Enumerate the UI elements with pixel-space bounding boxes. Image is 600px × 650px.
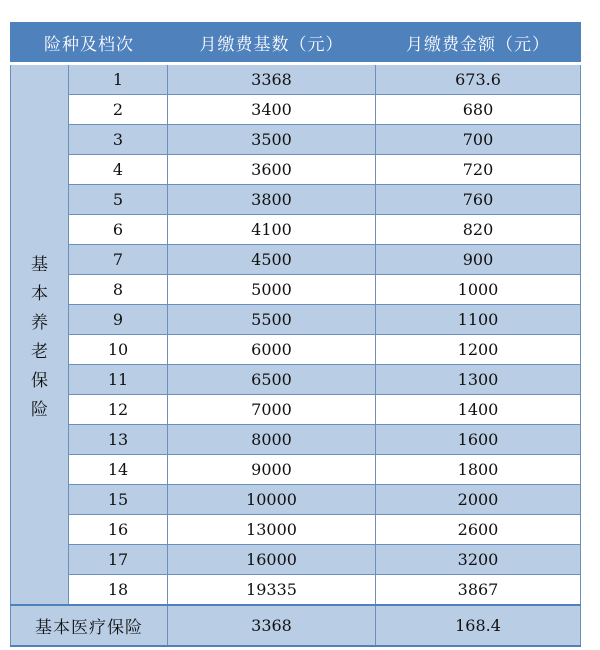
amount-cell: 1000 xyxy=(376,275,581,305)
pension-group-label xyxy=(11,64,69,606)
base-cell: 13000 xyxy=(168,515,376,545)
tier-cell: 5 xyxy=(69,185,168,215)
tier-cell: 18 xyxy=(69,575,168,606)
table-row xyxy=(11,305,581,335)
pension-label-char: 保 xyxy=(31,370,48,391)
base-cell: 16000 xyxy=(168,545,376,575)
table-row xyxy=(11,545,581,575)
amount-cell: 3867 xyxy=(376,575,581,606)
amount-cell: 1200 xyxy=(376,335,581,365)
medical-base-cell: 3368 xyxy=(168,605,376,646)
tier-cell: 2 xyxy=(69,95,168,125)
table-row xyxy=(11,155,581,185)
table-row xyxy=(11,245,581,275)
base-cell: 7000 xyxy=(168,395,376,425)
medical-row xyxy=(11,605,581,646)
base-cell: 4100 xyxy=(168,215,376,245)
contribution-table xyxy=(10,22,581,647)
pension-label-char: 基 xyxy=(31,254,48,275)
table-row xyxy=(11,515,581,545)
amount-cell: 1300 xyxy=(376,365,581,395)
fee-table-container xyxy=(10,22,580,647)
amount-cell: 900 xyxy=(376,245,581,275)
base-cell: 6500 xyxy=(168,365,376,395)
pension-label-char: 老 xyxy=(31,341,48,362)
table-row xyxy=(11,335,581,365)
table-row xyxy=(11,275,581,305)
amount-cell: 680 xyxy=(376,95,581,125)
table-row xyxy=(11,485,581,515)
amount-cell: 700 xyxy=(376,125,581,155)
header-base: 月缴费基数（元） xyxy=(168,22,376,64)
tier-cell: 17 xyxy=(69,545,168,575)
tier-cell: 12 xyxy=(69,395,168,425)
tier-cell: 13 xyxy=(69,425,168,455)
amount-cell: 1600 xyxy=(376,425,581,455)
base-cell: 3500 xyxy=(168,125,376,155)
medical-amount-cell: 168.4 xyxy=(376,605,581,646)
table-row xyxy=(11,425,581,455)
pension-label-char: 养 xyxy=(31,312,48,333)
table-row xyxy=(11,95,581,125)
tier-cell: 11 xyxy=(69,365,168,395)
amount-cell: 673.6 xyxy=(376,64,581,95)
header-row xyxy=(11,22,581,64)
tier-cell: 1 xyxy=(69,64,168,95)
base-cell: 4500 xyxy=(168,245,376,275)
table-row xyxy=(11,365,581,395)
tier-cell: 6 xyxy=(69,215,168,245)
header-amount: 月缴费金额（元） xyxy=(376,22,581,64)
base-cell: 6000 xyxy=(168,335,376,365)
tier-cell: 7 xyxy=(69,245,168,275)
tier-cell: 4 xyxy=(69,155,168,185)
base-cell: 3368 xyxy=(168,64,376,95)
amount-cell: 1800 xyxy=(376,455,581,485)
table-row xyxy=(11,125,581,155)
table-row xyxy=(11,185,581,215)
medical-label: 基本医疗保险 xyxy=(11,605,168,646)
base-cell: 5000 xyxy=(168,275,376,305)
tier-cell: 8 xyxy=(69,275,168,305)
tier-cell: 9 xyxy=(69,305,168,335)
amount-cell: 2600 xyxy=(376,515,581,545)
tier-cell: 14 xyxy=(69,455,168,485)
header-category: 险种及档次 xyxy=(11,22,168,64)
tier-cell: 3 xyxy=(69,125,168,155)
amount-cell: 2000 xyxy=(376,485,581,515)
amount-cell: 760 xyxy=(376,185,581,215)
base-cell: 3800 xyxy=(168,185,376,215)
table-row xyxy=(11,455,581,485)
table-row xyxy=(11,575,581,606)
tier-cell: 10 xyxy=(69,335,168,365)
table-body xyxy=(11,64,581,647)
pension-label-char: 险 xyxy=(31,399,48,420)
amount-cell: 1400 xyxy=(376,395,581,425)
tier-cell: 16 xyxy=(69,515,168,545)
pension-label-char: 本 xyxy=(31,283,48,304)
base-cell: 3600 xyxy=(168,155,376,185)
table-row xyxy=(11,395,581,425)
table-row xyxy=(11,64,581,95)
base-cell: 8000 xyxy=(168,425,376,455)
base-cell: 3400 xyxy=(168,95,376,125)
base-cell: 5500 xyxy=(168,305,376,335)
amount-cell: 3200 xyxy=(376,545,581,575)
amount-cell: 720 xyxy=(376,155,581,185)
table-row xyxy=(11,215,581,245)
base-cell: 19335 xyxy=(168,575,376,606)
amount-cell: 820 xyxy=(376,215,581,245)
amount-cell: 1100 xyxy=(376,305,581,335)
base-cell: 10000 xyxy=(168,485,376,515)
tier-cell: 15 xyxy=(69,485,168,515)
base-cell: 9000 xyxy=(168,455,376,485)
